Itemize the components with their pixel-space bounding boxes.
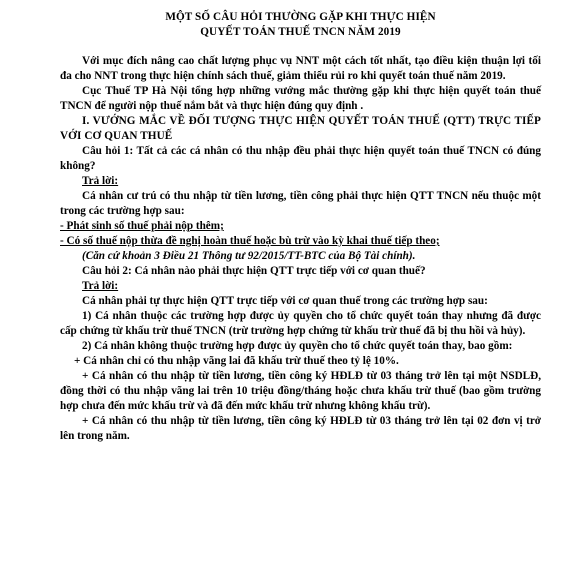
intro-paragraph-2: Cục Thuế TP Hà Nội tổng hợp những vướng mắc thường gặp khi thực hiện quyết toán thuế TNCN để người nộp thuế nắm bắt và thực hiện đúng quy định . — [60, 85, 541, 112]
answer-label-1: Trả lời: — [82, 175, 119, 187]
answer-2-sub-3: + Cá nhân có thu nhập từ tiền lương, tiền công ký HĐLĐ từ 03 tháng trở lên tại 02 đơn vị trở lên trong năm. — [60, 415, 541, 442]
answer-1-intro: Cá nhân cư trú có thu nhập từ tiền lương, tiền công phải thực hiện QTT TNCN nếu thuộc một trong các trường hợp sau: — [60, 190, 541, 217]
document-title-line-1: MỘT SỐ CÂU HỎI THƯỜNG GẶP KHI THỰC HIỆN — [165, 11, 436, 23]
answer-2-sub-2: + Cá nhân có thu nhập từ tiền lương, tiền công ký HĐLĐ từ 03 tháng trở lên tại một NSDLĐ, đồng thời có thu nhập vãng lai trên 10 triệu đồng/tháng hoặc chưa khấu trừ thuế (bao gồm trường hợp chưa đến mức khấu trừ và đã đến mức khấu trừ nhưng không khấu trừ). — [60, 370, 541, 412]
answer-2-intro: Cá nhân phải tự thực hiện QTT trực tiếp với cơ quan thuế trong các trường hợp sau: — [82, 295, 488, 307]
answer-2-item-1: 1) Cá nhân thuộc các trường hợp được ủy quyền cho tổ chức quyết toán thay nhưng đã được cấp chứng từ khấu trừ thuế TNCN (trừ trường hợp chứng từ khấu trừ thuế đã bị thu hồi và hủy). — [60, 310, 541, 337]
answer-1-case-2: - Có số thuế nộp thừa đề nghị hoàn thuế hoặc bù trừ vào kỳ khai thuế tiếp theo; — [60, 235, 440, 247]
document-title-line-2: QUYẾT TOÁN THUẾ TNCN NĂM 2019 — [200, 26, 401, 38]
question-2: Câu hỏi 2: Cá nhân nào phải thực hiện QTT trực tiếp với cơ quan thuế? — [82, 265, 426, 277]
answer-2-item-2: 2) Cá nhân không thuộc trường hợp được ủy quyền cho tổ chức quyết toán thay, bao gồm: — [82, 340, 513, 352]
section-1-heading: I. VƯỚNG MẮC VỀ ĐỐI TƯỢNG THỰC HIỆN QUYẾT TOÁN THUẾ (QTT) TRỰC TIẾP VỚI CƠ QUAN THUẾ — [60, 115, 541, 142]
answer-label-2: Trả lời: — [82, 280, 119, 292]
intro-paragraph-1: Với mục đích nâng cao chất lượng phục vụ NNT một cách tốt nhất, tạo điều kiện thuận lợi tối đa cho NNT trong thực hiện chính sách thuế, giảm thiểu rủi ro khi quyết toán thuế năm 2019. — [60, 55, 541, 82]
answer-2-sub-1: + Cá nhân chỉ có thu nhập vãng lai đã khấu trừ thuế theo tỷ lệ 10%. — [74, 355, 399, 367]
answer-1-reference: (Căn cứ khoản 3 Điều 21 Thông tư 92/2015/TT-BTC của Bộ Tài chính). — [82, 250, 416, 262]
question-1: Câu hỏi 1: Tất cả các cá nhân có thu nhập đều phải thực hiện quyết toán thuế TNCN có đúng không? — [60, 145, 541, 172]
answer-1-case-1: - Phát sinh số thuế phải nộp thêm; — [60, 220, 224, 232]
title-spacer — [60, 40, 541, 54]
